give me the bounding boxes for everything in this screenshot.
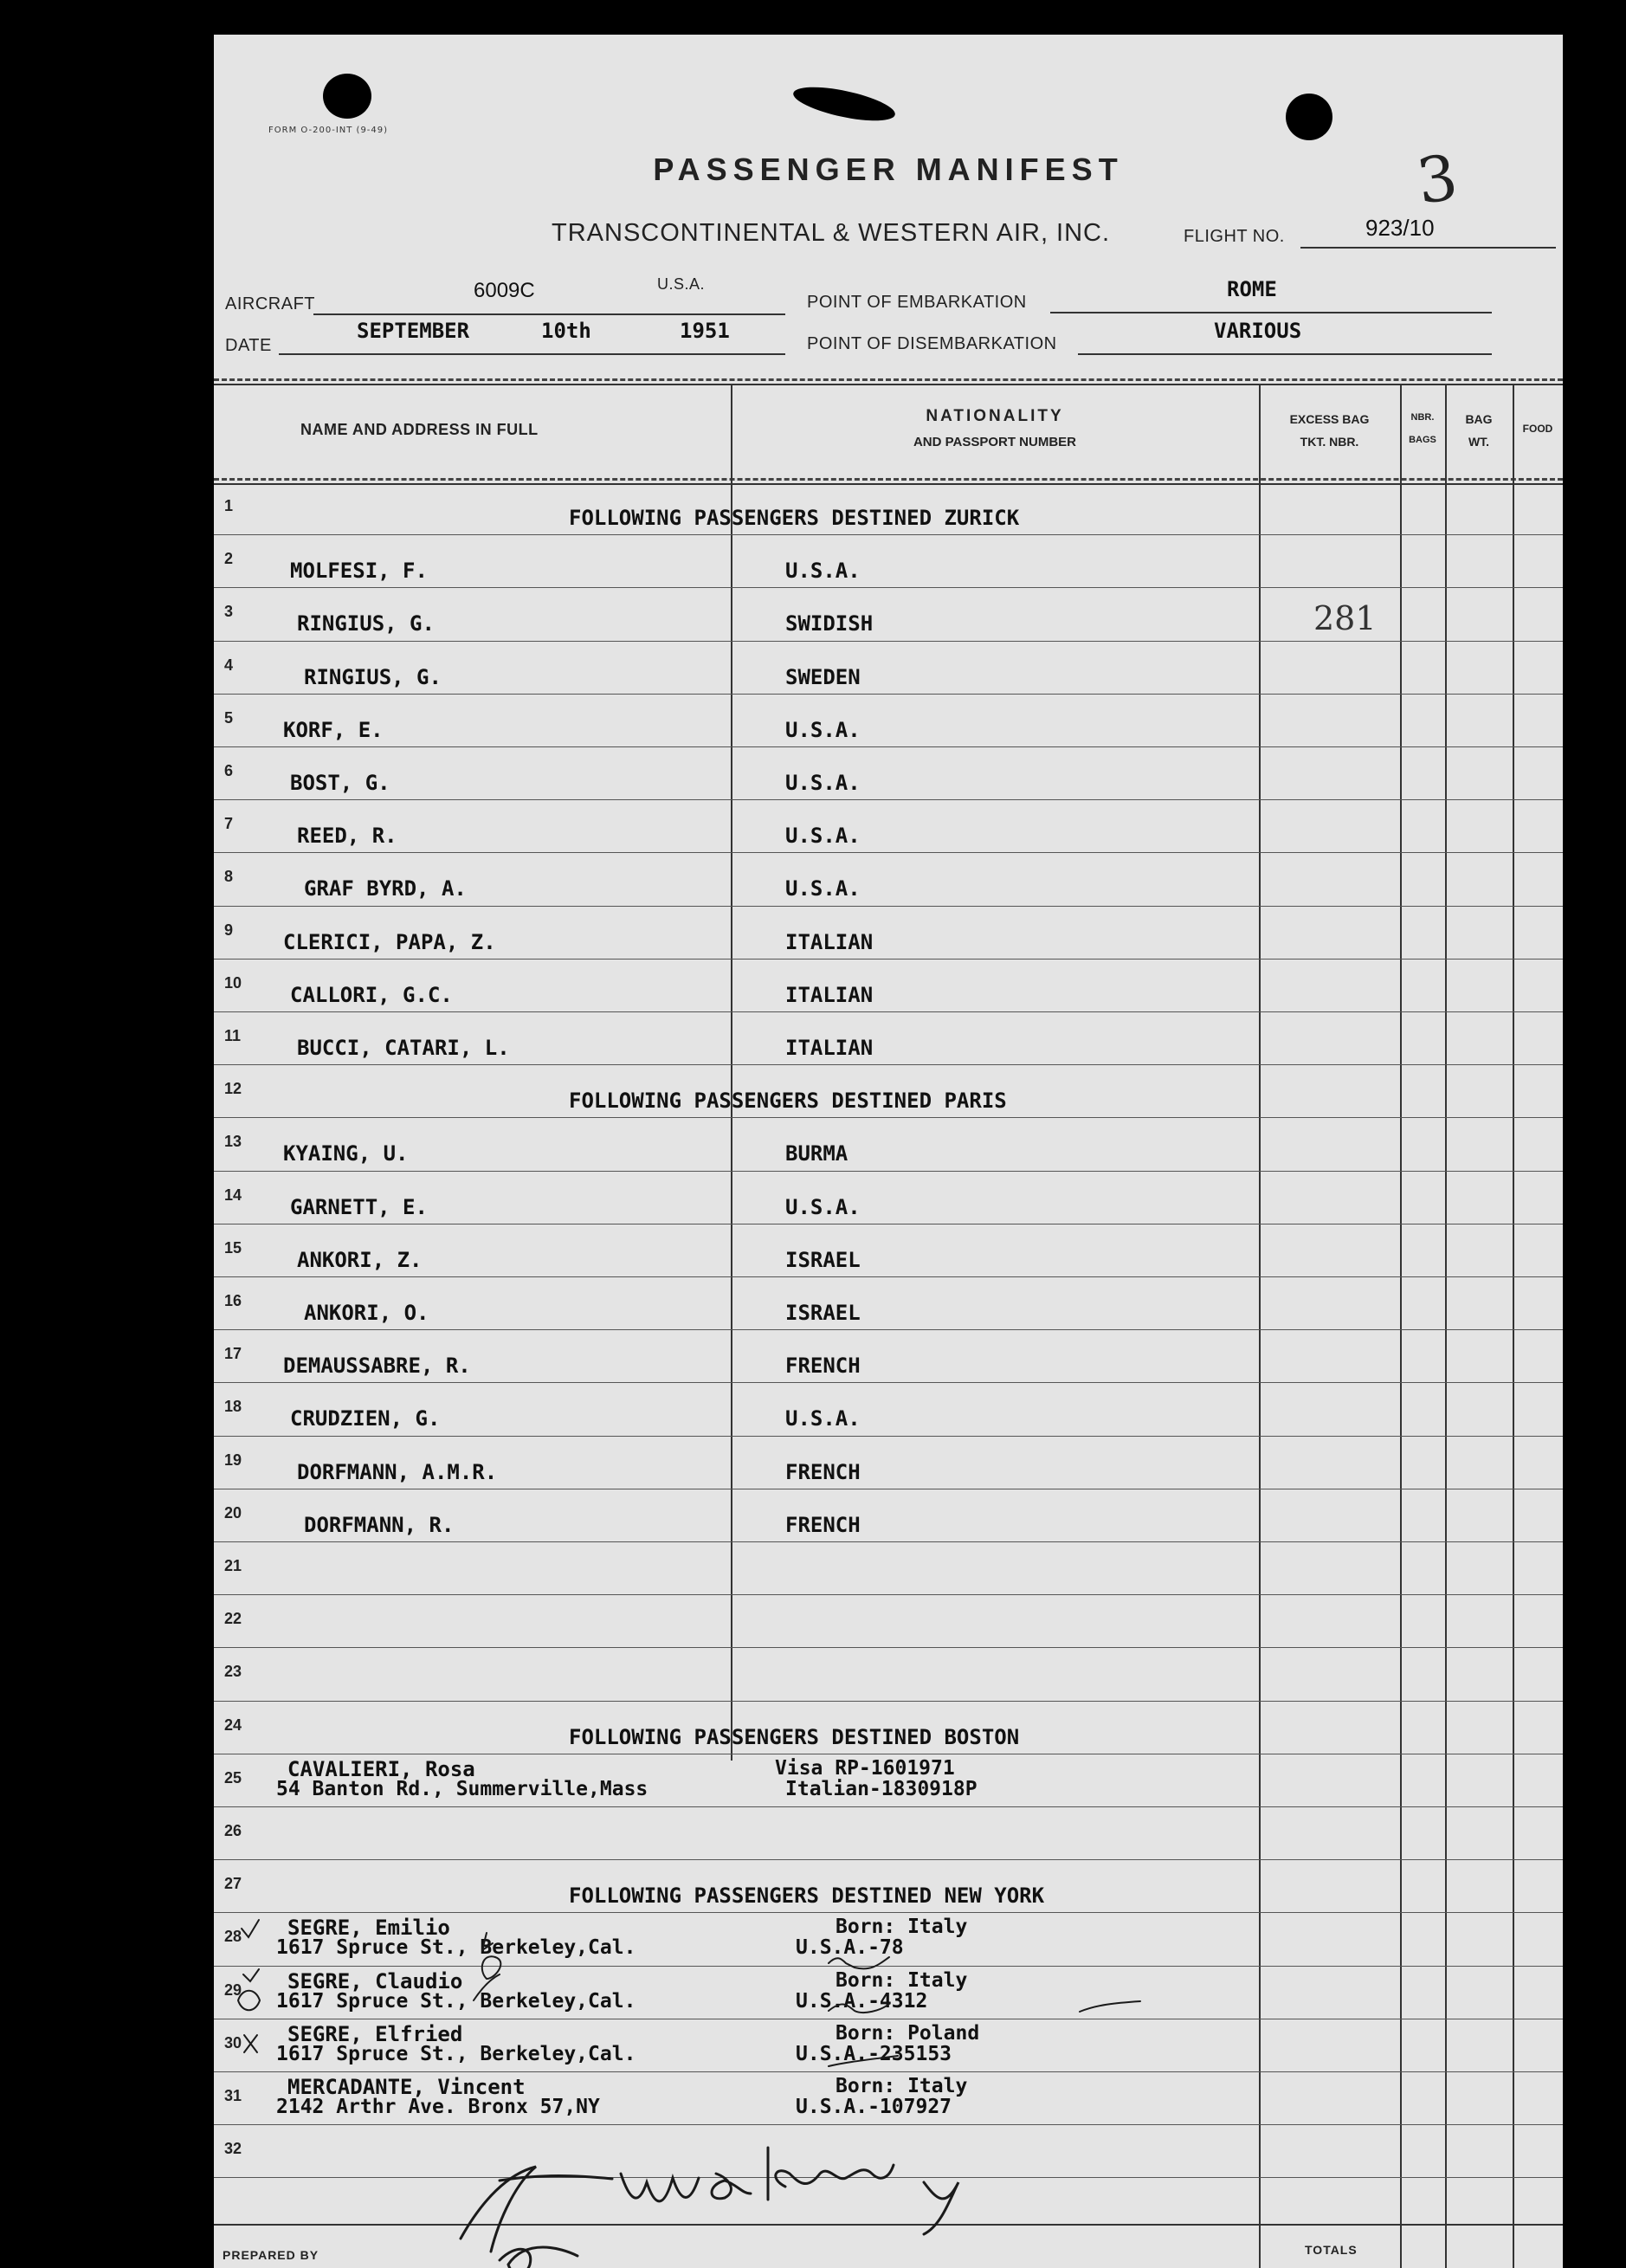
passport-detail-1: Born: Italy <box>836 2075 968 2097</box>
row-number: 8 <box>224 868 234 886</box>
col-header-passport: AND PASSPORT NUMBER <box>913 435 1077 449</box>
nationality: ITALIAN <box>785 982 874 1007</box>
handwritten-signature <box>214 35 1563 2268</box>
passport-detail-1: Visa RP-1601971 <box>775 1756 955 1780</box>
passenger-address: 1617 Spruce St., Berkeley,Cal. <box>276 1936 636 1960</box>
nationality: U.S.A. <box>785 771 861 795</box>
flight-label: FLIGHT NO. <box>1184 227 1285 246</box>
passenger-name: RINGIUS, G. <box>297 611 435 636</box>
row-number: 1 <box>224 497 234 514</box>
section-heading: FOLLOWING PASSENGERS DESTINED PARIS <box>569 1089 1007 1114</box>
row-number: 22 <box>224 1610 242 1628</box>
passport-detail-1: Born: Poland <box>836 2021 980 2045</box>
passenger-name: RINGIUS, G. <box>304 664 442 689</box>
passenger-name: BOST, G. <box>290 771 390 795</box>
row-number: 19 <box>224 1451 242 1469</box>
nationality: FRENCH <box>785 1459 861 1484</box>
row-number: 4 <box>224 656 234 674</box>
row-number: 24 <box>224 1716 242 1734</box>
row-number: 5 <box>224 708 234 727</box>
totals-label: TOTALS <box>1305 2243 1358 2257</box>
disembarkation-value: VARIOUS <box>1214 319 1302 343</box>
passenger-name: SEGRE, Elfried <box>287 2021 463 2046</box>
page-title: PASSENGER MANIFEST <box>653 152 1124 187</box>
passenger-name: DEMAUSSABRE, R. <box>283 1354 471 1379</box>
passenger-name: CAVALIERI, Rosa <box>287 1756 475 1781</box>
nationality: U.S.A. <box>785 717 861 742</box>
embarkation-value: ROME <box>1227 277 1277 301</box>
col-header-nbr-2: BAGS <box>1409 435 1436 445</box>
passenger-name: ANKORI, O. <box>304 1301 429 1325</box>
col-header-nationality: NATIONALITY <box>926 407 1064 425</box>
passport-detail-2: U.S.A.-78 <box>796 1936 904 1960</box>
passenger-name: BUCCI, CATARI, L. <box>297 1036 510 1060</box>
row-number: 18 <box>224 1398 242 1416</box>
passenger-address: 1617 Spruce St., Berkeley,Cal. <box>276 2042 636 2065</box>
passenger-name: CALLORI, G.C. <box>290 982 453 1007</box>
passport-detail-2: U.S.A.-107927 <box>796 2096 952 2118</box>
row-number: 9 <box>224 921 234 939</box>
handwritten-page-number: 3 <box>1412 140 1462 218</box>
row-number: 12 <box>224 1080 242 1098</box>
row-number: 15 <box>224 1238 242 1257</box>
company-name: TRANSCONTINENTAL & WESTERN AIR, INC. <box>552 219 1111 247</box>
row-number: 25 <box>224 1768 242 1787</box>
passenger-name: KORF, E. <box>283 717 384 742</box>
row-number: 16 <box>224 1292 242 1309</box>
nationality: ISRAEL <box>785 1301 861 1325</box>
passenger-name: KYAING, U. <box>283 1141 409 1166</box>
form-code: FORM O-200-INT (9-49) <box>268 126 389 135</box>
passenger-name: DORFMANN, A.M.R. <box>297 1459 498 1484</box>
nationality: U.S.A. <box>785 559 861 584</box>
prepared-by-label: PREPARED BY <box>223 2248 319 2262</box>
passenger-name: SEGRE, Claudio <box>287 1968 463 1993</box>
disembarkation-label: POINT OF DISEMBARKATION <box>807 334 1057 353</box>
passport-detail-2: U.S.A.-4312 <box>796 1989 928 2013</box>
col-header-nbr-1: NBR. <box>1410 412 1435 423</box>
passenger-address: 1617 Spruce St., Berkeley,Cal. <box>276 1989 636 2013</box>
passenger-name: CLERICI, PAPA, Z. <box>283 929 496 954</box>
aircraft-label: AIRCRAFT <box>225 294 315 313</box>
nationality: FRENCH <box>785 1354 861 1379</box>
row-number: 7 <box>224 815 234 833</box>
section-heading: FOLLOWING PASSENGERS DESTINED BOSTON <box>569 1724 1020 1749</box>
passenger-name: DORFMANN, R. <box>304 1512 455 1537</box>
col-header-bagwt-1: BAG <box>1465 412 1493 426</box>
row-number: 29 <box>224 1980 242 1999</box>
row-number: 20 <box>224 1503 242 1522</box>
row-number: 21 <box>224 1557 242 1574</box>
nationality: U.S.A. <box>785 824 861 849</box>
nationality: SWEDEN <box>785 664 861 689</box>
date-month: SEPTEMBER <box>357 319 470 343</box>
row-number: 23 <box>224 1663 242 1681</box>
row-number: 26 <box>224 1822 242 1839</box>
nationality: ISRAEL <box>785 1247 861 1272</box>
col-header-food: FOOD <box>1522 423 1553 435</box>
passport-detail-2: Italian-1830918P <box>785 1777 978 1800</box>
col-header-bagwt-2: WT. <box>1468 435 1490 449</box>
passenger-name: SEGRE, Emilio <box>287 1916 450 1941</box>
excess-bag-ticket: 281 <box>1313 599 1377 638</box>
col-header-name: NAME AND ADDRESS IN FULL <box>300 421 539 438</box>
aircraft-country: U.S.A. <box>657 275 706 293</box>
passenger-name: MOLFESI, F. <box>290 559 428 584</box>
nationality: BURMA <box>785 1141 848 1166</box>
nationality: ITALIAN <box>785 1036 874 1060</box>
aircraft-value: 6009C <box>474 279 535 302</box>
passenger-name: REED, R. <box>297 824 397 849</box>
passenger-name: ANKORI, Z. <box>297 1247 423 1272</box>
row-number: 32 <box>224 2140 242 2158</box>
row-number: 31 <box>224 2087 242 2104</box>
nationality: ITALIAN <box>785 929 874 954</box>
row-number: 2 <box>224 550 234 568</box>
row-number: 30 <box>224 2033 242 2052</box>
nationality: FRENCH <box>785 1512 861 1537</box>
passport-detail-1: Born: Italy <box>836 1968 968 1992</box>
row-number: 28 <box>224 1928 242 1946</box>
nationality: U.S.A. <box>785 876 861 901</box>
date-year: 1951 <box>680 319 730 343</box>
passenger-name: CRUDZIEN, G. <box>290 1406 441 1431</box>
nationality: U.S.A. <box>785 1406 861 1431</box>
date-label: DATE <box>225 336 272 355</box>
nationality: U.S.A. <box>785 1194 861 1219</box>
section-heading: FOLLOWING PASSENGERS DESTINED NEW YORK <box>569 1884 1045 1909</box>
passport-detail-2: U.S.A.-235153 <box>796 2042 952 2065</box>
passenger-address: 2142 Arthr Ave. Bronx 57,NY <box>276 2096 600 2118</box>
nationality: SWIDISH <box>785 611 874 636</box>
col-header-excess-1: EXCESS BAG <box>1289 412 1370 426</box>
row-number: 27 <box>224 1875 242 1893</box>
passenger-name: GARNETT, E. <box>290 1194 428 1219</box>
embarkation-label: POINT OF EMBARKATION <box>807 293 1027 312</box>
passenger-name: MERCADANTE, Vincent <box>287 2075 526 2099</box>
row-number: 14 <box>224 1186 242 1204</box>
passport-detail-1: Born: Italy <box>836 1916 968 1939</box>
passenger-address: 54 Banton Rd., Summerville,Mass <box>276 1777 648 1800</box>
passenger-name: GRAF BYRD, A. <box>304 876 467 901</box>
row-number: 13 <box>224 1133 242 1151</box>
row-number: 17 <box>224 1345 242 1363</box>
section-heading: FOLLOWING PASSENGERS DESTINED ZURICK <box>569 506 1020 530</box>
row-number: 6 <box>224 762 234 779</box>
date-day: 10th <box>541 319 591 343</box>
flight-number: 923/10 <box>1365 215 1435 241</box>
row-number: 10 <box>224 973 242 992</box>
col-header-excess-2: TKT. NBR. <box>1300 435 1359 449</box>
row-number: 3 <box>224 603 234 621</box>
manifest-sheet <box>214 35 1563 2268</box>
row-number: 11 <box>224 1027 242 1044</box>
